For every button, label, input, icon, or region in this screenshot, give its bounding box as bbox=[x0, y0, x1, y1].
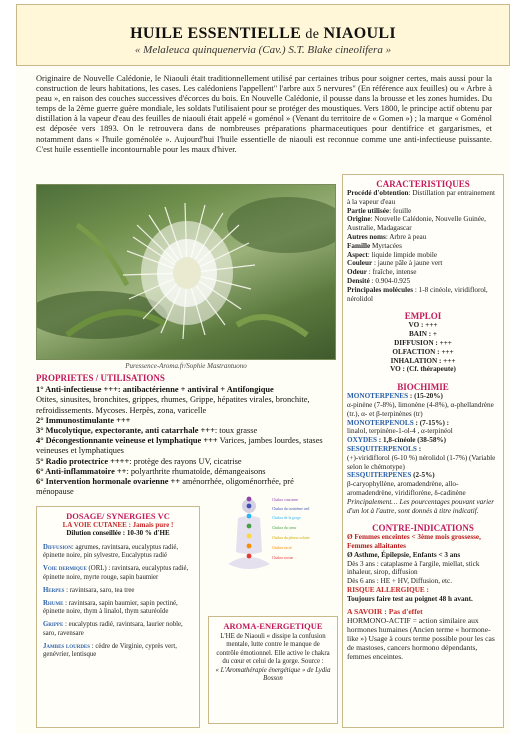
emploi-line: VO : (Cf. thérapeute) bbox=[390, 365, 456, 374]
emploi-line: BAIN : + bbox=[408, 330, 438, 339]
chakra-couronne-dot bbox=[247, 497, 252, 502]
intro-paragraph: Originaire de Nouvelle Calédonie, le Niaouli était traditionnellement utilisé par certaines tribus pour soigner certes, mais aussi pour la construction de leurs habitations, les cases. Les calédoniens l'appellent" l'arbre aux 5 nervures" (En référence aux feuilles) ou « Arbre à peau », en raison des couches successives d'écorces du bois. En Nouvelle Calédonie, il pousse dans la brousse et les zones humides. Du temps de la 2ème guerre guère mondiale, les soldats l'utilisaient pour se protéger des moustiques. Vers 1800, le principe actif obtenu par distillation à la vapeur d'eau des feuilles de niaouli était appelé « goménol » (Venant du territoire de « Gomen ») ; la marque « Goménol est déposée vers 1893. On le retrouvera dans de nombreuses préparations pharmaceutiques pour dentifrice et gargarismes, et notamment dans « l'huile goménolée ». Aujourd'hui l'huile essentielle de niaouli est reconnue comme une anti-infectieuse puissante. C'est huile essentielle incontournable pour les maux d'hiver. bbox=[36, 74, 492, 154]
caracteristiques-heading: CARACTERISTIQUES bbox=[376, 179, 470, 189]
niaouli-flower-photo bbox=[36, 184, 336, 360]
propriete-item-7: 6° Intervention hormonale ovarienne ++ aménorrhée, oligoménorrhée, pré ménopause bbox=[36, 477, 294, 497]
page-title bbox=[17, 25, 509, 43]
carac-row: Autres noms: Arbre à peau bbox=[347, 232, 427, 241]
dilution-conseillee: Dilution conseillée : 10-30 % d'HE bbox=[66, 529, 170, 537]
proprietes-heading: PROPRIETES / UTILISATIONS bbox=[36, 373, 165, 383]
a-savoir-text: HORMONO-ACTIF = action similaire aux hormones humaines (Ancien terme « hormone-like ») Usage à cours terme possible pour les cas de mastoses, cancers hormono dépendants, femmes enceintes. bbox=[347, 616, 495, 662]
carac-row: Densité : 0.904-0.925 bbox=[347, 276, 411, 285]
contre-line: Ø Asthme, Épilepsie, Enfants < 3 ans bbox=[347, 550, 461, 559]
chakra-label: Chakra du troisième oeil bbox=[272, 507, 310, 511]
contre-indications-list bbox=[343, 533, 503, 661]
chakra-gorge-dot bbox=[247, 514, 252, 519]
aroma-text bbox=[209, 631, 337, 685]
contre-indications-heading: CONTRE-INDICATIONS bbox=[372, 523, 474, 534]
biochimie-heading: BIOCHIMIE bbox=[397, 382, 449, 393]
biochimie-line: (+)-viridiflorol (6-10 %) nérolidol (1-7%) (Variable selon le chémotype) bbox=[347, 453, 496, 471]
carac-row: Partie utilisée: feuille bbox=[347, 206, 412, 215]
flower-illustration bbox=[37, 185, 336, 360]
title-main: HUILE ESSENTIELLE bbox=[130, 25, 302, 42]
biochimie-line: SESQUITERPENES (2-5%) bbox=[347, 471, 435, 480]
photo-credit: Puressence-Aroma.fr/Sophie Mastrantuono bbox=[125, 362, 247, 370]
contre-line: Dès 6 ans : HE + HV, Diffusion, etc. bbox=[347, 577, 452, 586]
carac-row: Odeur : fraîche, intense bbox=[347, 268, 417, 277]
dosage-group: Herpes : ravintsara, saro, tea tree bbox=[43, 586, 135, 594]
chakra-troisieme-oeil-dot bbox=[247, 504, 252, 509]
biochimie-line: MONOTERPENOLS : (7-15%) : bbox=[347, 418, 450, 427]
carac-row: Origine: Nouvelle Calédonie, Nouvelle Guinée, Australie, Madagascar bbox=[347, 215, 486, 233]
caracteristiques-list bbox=[343, 189, 503, 303]
biochimie-line: OXYDES : 1,8-cinéole (38-58%) bbox=[347, 436, 447, 445]
title-banner bbox=[16, 4, 510, 66]
chakra-label: Chakra couronne bbox=[272, 498, 299, 502]
meditating-figure-icon bbox=[224, 494, 274, 582]
dosage-group: Grippe : eucalyptus radié, ravintsara, laurier noble, saro, ravensare bbox=[43, 621, 183, 637]
chakra-coeur-dot bbox=[247, 524, 252, 529]
biochimie-list bbox=[343, 392, 503, 515]
risque-allergique: RISQUE ALLERGIQUE : bbox=[347, 586, 429, 595]
dosage-group: Diffusion: agrumes, ravintsara, eucalyptus radié, épinette noire, pin sylvestre, Eucalyptus radié bbox=[43, 544, 179, 560]
propriete-item-6: 6° Anti-inflammatoire ++: polyarthrite rhumatoïde, démangeaisons bbox=[36, 466, 266, 476]
dosage-group: Voie dermique (ORL) : ravintsara, eucalyptus radié, épinette noire, myrte rouge, sapin baumier bbox=[43, 565, 189, 581]
title-de: de bbox=[305, 27, 320, 42]
contre-line: Ø Femmes enceintes < 3ème mois grossesse, Femmes allaitantes bbox=[347, 533, 481, 551]
dosage-group: Rhume : ravintsara, sapin baumier, sapin pectiné, épinette noire, thym à linalol, thym saturéoïde bbox=[43, 600, 178, 616]
biochimie-line: linalol, terpinène-1-ol-4 , α-terpinéol bbox=[347, 427, 453, 436]
chakra-sacre-dot bbox=[247, 544, 252, 549]
a-savoir-heading: A SAVOIR : Pas d'effet bbox=[347, 606, 423, 616]
propriete-item-3: 3° Mucolytique, expectorante, anti catarrhale +++: toux grasse bbox=[36, 426, 258, 436]
aroma-body: L'HE de Niaouli « dissipe la confusion mentale, lutte contre le manque de contrôle émotionnel. Elle active le chakra du cœur et celui de la gorge. Source : bbox=[216, 633, 330, 666]
latin-name: « Melaleuca quinquenervia (Cav.) S.T. Blake cineolifera » bbox=[134, 44, 392, 56]
chakra-label: Chakra racine bbox=[272, 556, 294, 560]
page bbox=[16, 4, 510, 734]
emploi-line: VO : +++ bbox=[408, 321, 438, 330]
aroma-energetique-box bbox=[208, 616, 338, 724]
chakra-label: Chakra sacré bbox=[272, 546, 292, 550]
propriete-item-4: 4° Décongestionnante veineuse et lymphatique +++ Varices, jambes lourdes, stases veineuses et lymphatiques bbox=[36, 436, 323, 456]
biochimie-note: Principalement… Les pourcentages pouvant varier d'un lot à l'autre, sont donnés à titre indicatif. bbox=[347, 497, 495, 515]
propriete-item-1: 1° Anti-infectieuse +++: antibactérienne + antiviral + Antifongique Otites, sinusites, bronchites, grippes, rhumes, Grippe, hépatites virales, bronchite, refroidissements. Mycoses. Herpès, zona, varicelle bbox=[36, 385, 310, 415]
dosage-synergies-box bbox=[36, 506, 200, 728]
carac-row: Couleur : jaune pâle à jaune vert bbox=[347, 259, 443, 268]
proprietes-section bbox=[36, 373, 332, 497]
dosage-group: Jambes lourdes : cèdre de Virginie, cyprès vert, genévrier, lentisque bbox=[43, 642, 177, 659]
aroma-heading: AROMA-ENERGETIQUE bbox=[223, 621, 323, 631]
biochimie-line: MONOTERPENES : (15-20%) bbox=[347, 392, 443, 401]
right-info-panel bbox=[342, 174, 504, 728]
chakra-plexus-dot bbox=[247, 534, 252, 539]
biochimie-line: α-pinène (7-8%), limonène (4-8%), α-phellandrène (tr.), α- et β-terpinènes (tr) bbox=[347, 400, 494, 418]
biochimie-line: β-caryophyllène, aromadendrène, allo-aromadendrène, viridiflorène, δ-cadinène bbox=[347, 480, 466, 497]
dosage-heading: DOSAGE/ SYNERGIES VC bbox=[66, 511, 170, 521]
chakra-label: Chakra de la gorge bbox=[272, 516, 301, 520]
emploi-list bbox=[343, 321, 503, 374]
title-name: NIAOULI bbox=[323, 25, 396, 42]
carac-row: Aspect: liquide limpide mobile bbox=[347, 250, 438, 259]
carac-row: Procédé d'obtention: Distillation par entrainement à la vapeur d'eau bbox=[347, 189, 495, 206]
chakra-label: Chakra du plexus solaire bbox=[272, 536, 310, 540]
carac-row: Principales molécules : 1-8 cinéole, viridiflorol, nérolidol bbox=[347, 285, 488, 303]
propriete-item-2: 2° Immunostimulante +++ bbox=[36, 415, 131, 425]
emploi-line: OLFACTION : +++ bbox=[392, 347, 454, 356]
emploi-line: INHALATION : +++ bbox=[390, 356, 456, 365]
emploi-heading: EMPLOI bbox=[404, 311, 442, 322]
contre-line: Dès 3 ans : cataplasme à l'argile, miellat, stick inhaleur, sirop, diffusion bbox=[347, 559, 480, 577]
propriete-item-5: 5° Radio protectrice ++++: protège des rayons UV, cicatrise bbox=[36, 456, 242, 466]
emploi-line: DIFFUSION : +++ bbox=[394, 338, 452, 347]
biochimie-line: SESQUITERPENOLS : bbox=[347, 444, 422, 453]
aroma-source: « L'Aromathérapie énergétique » de Lydia Bosson bbox=[215, 666, 331, 683]
chakra-racine-dot bbox=[247, 554, 252, 559]
chakra-diagram bbox=[210, 488, 338, 586]
chakra-label: Chakra du cœur bbox=[272, 526, 297, 530]
carac-row: Famille Myrtacées bbox=[347, 241, 402, 250]
voie-cutanee-warning: LA VOIE CUTANEE : Jamais pure ! bbox=[62, 521, 174, 529]
contre-line: Toujours faire test au poignet 48 h avant. bbox=[347, 594, 473, 603]
dosage-groups bbox=[37, 537, 199, 661]
